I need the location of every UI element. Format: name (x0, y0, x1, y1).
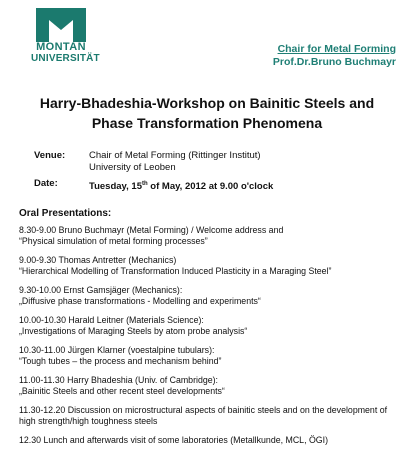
logo-line2: UNIVERSITÄT (31, 53, 100, 64)
item-line1: 12.30 Lunch and afterwards visit of some laboratories (Metallkunde, MCL, ÖGI) (19, 435, 329, 445)
item-line1: 10.00-10.30 Harald Leitner (Materials Science): (19, 315, 204, 325)
venue-label: Venue: (34, 150, 66, 161)
chair-info (273, 43, 396, 69)
list-item (19, 285, 399, 307)
logo-line1: MONTAN (36, 41, 86, 53)
item-line2: „Investigations of Maraging Steels by atom probe analysis“ (19, 326, 248, 336)
item-line1: 11.00-11.30 Harry Bhadeshia (Univ. of Cambridge): (19, 375, 219, 385)
presentation-list (19, 225, 399, 454)
item-line2: „Bainitic Steels and other recent steel developments“ (19, 386, 225, 396)
item-line2: “Tough tubes – the process and mechanism behind” (19, 356, 222, 366)
date-post: of May, 2012 at 9.00 o'clock (147, 181, 274, 193)
item-line2: “Hierarchical Modelling of Transformation Induced Plasticity in a Maraging Steel” (19, 266, 332, 276)
list-item (19, 225, 399, 247)
date-row (34, 178, 273, 193)
date-label: Date: (34, 178, 58, 189)
item-line1: 9.00-9.30 Thomas Antretter (Mechanics) (19, 255, 177, 265)
title-line2: Phase Transformation Phenomena (91, 115, 323, 131)
venue-line1: Chair of Metal Forming (Rittinger Institut) (89, 150, 261, 161)
list-item (19, 345, 399, 367)
item-line1: 10.30-11.00 Jürgen Klarner (voestalpine tubulars): (19, 345, 215, 355)
item-line1: 9.30-10.00 Ernst Gamsjäger (Mechanics): (19, 285, 183, 295)
venue-value (89, 150, 261, 174)
chair-title-link[interactable]: Chair for Metal Forming (277, 43, 396, 55)
list-item (19, 405, 399, 427)
date-sup: th (141, 181, 148, 187)
item-line1: 11.30-12.20 Discussion on microstructural aspects of bainitic steels and on the development of (19, 405, 388, 415)
list-item (19, 435, 399, 446)
item-line2: high strength/high toughness steels (19, 416, 158, 426)
venue-row (34, 150, 273, 174)
date-value (89, 178, 273, 193)
list-item (19, 375, 399, 397)
document-title (0, 93, 414, 133)
item-line2: „Diffusive phase transformations - Modelling and experiments“ (19, 296, 261, 306)
item-line1: 8.30-9.00 Bruno Buchmayr (Metal Forming) / Welcome address and (19, 225, 284, 235)
title-line1: Harry-Bhadeshia-Workshop on Bainitic Steels and (39, 95, 375, 111)
university-logo (31, 8, 100, 64)
event-meta (34, 150, 273, 197)
oral-presentations-heading: Oral Presentations: (19, 208, 112, 219)
list-item (19, 255, 399, 277)
item-line2: “Physical simulation of metal forming processes” (19, 236, 208, 246)
venue-line2: University of Leoben (89, 162, 176, 173)
montanuniversitaet-logo-icon (36, 8, 86, 42)
date-pre: Tuesday, 15 (89, 181, 142, 193)
chair-person: Prof.Dr.Bruno Buchmayr (272, 56, 396, 68)
logo-text (31, 41, 100, 64)
list-item (19, 315, 399, 337)
